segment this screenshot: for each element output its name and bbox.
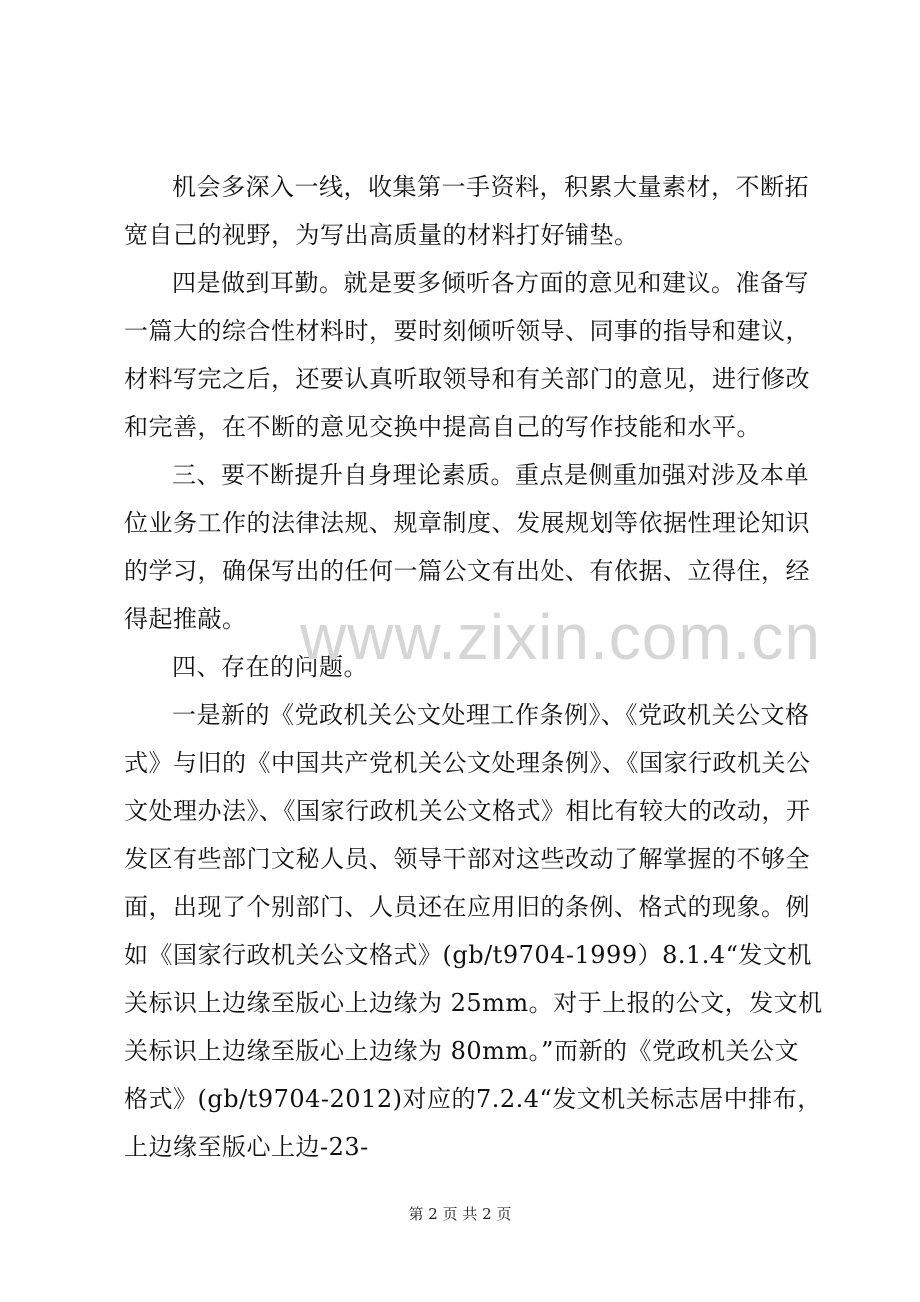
- text-line: 一篇大的综合性材料时，要时刻倾听领导、同事的指导和建议，: [124, 317, 810, 345]
- text-line: 的学习，确保写出的任何一篇公文有出处、有依据、立得住，经: [124, 557, 810, 585]
- watermark: www.zixin.com.cn: [300, 601, 821, 673]
- text-line: 材料写完之后，还要认真听取领导和有关部门的意见，进行修改: [124, 365, 810, 393]
- text-line: 机会多深入一线，收集第一手资料，积累大量素材，不断拓: [172, 173, 809, 201]
- text-line: 发区有些部门文秘人员、领导干部对这些改动了解掌握的不够全: [124, 845, 810, 873]
- text-line: 得起推敲。: [124, 605, 247, 633]
- text-line: 关标识上边缘至版心上边缘为 80mm。”而新的《党政机关公文: [124, 1037, 799, 1065]
- text-line: 面，出现了个别部门、人员还在应用旧的条例、格式的现象。例: [124, 893, 810, 921]
- text-line: 上边缘至版心上边-23-: [124, 1133, 369, 1161]
- text-line: 四是做到耳勤。就是要多倾听各方面的意见和建议。准备写: [172, 269, 809, 297]
- text-line: 关标识上边缘至版心上边缘为 25mm。对于上报的公文，发文机: [124, 989, 823, 1017]
- text-line: 如《国家行政机关公文格式》(gb/t9704-1999）8.1.4“发文机: [124, 941, 812, 969]
- text-line: 一是新的《党政机关公文处理工作条例》、《党政机关公文格: [172, 701, 810, 729]
- text-line: 三、要不断提升自身理论素质。重点是侧重加强对涉及本单: [172, 461, 809, 489]
- text-line: 格式》(gb/t9704-2012)对应的7.2.4“发文机关标志居中排布，: [124, 1085, 822, 1113]
- section-heading: 四、存在的问题。: [172, 653, 368, 681]
- text-line: 宽自己的视野，为写出高质量的材料打好铺垫。: [124, 221, 639, 249]
- text-line: 文处理办法》、《国家行政机关公文格式》相比有较大的改动，开: [124, 797, 811, 825]
- text-line: 位业务工作的法律法规、规章制度、发展规划等依据性理论知识: [124, 509, 810, 537]
- text-line: 式》与旧的《中国共产党机关公文处理条例》、《国家行政机关公: [124, 749, 811, 777]
- page-number-footer: 第 2 页 共 2 页: [408, 1205, 512, 1223]
- text-line: 和完善，在不断的意见交换中提高自己的写作技能和水平。: [124, 413, 761, 441]
